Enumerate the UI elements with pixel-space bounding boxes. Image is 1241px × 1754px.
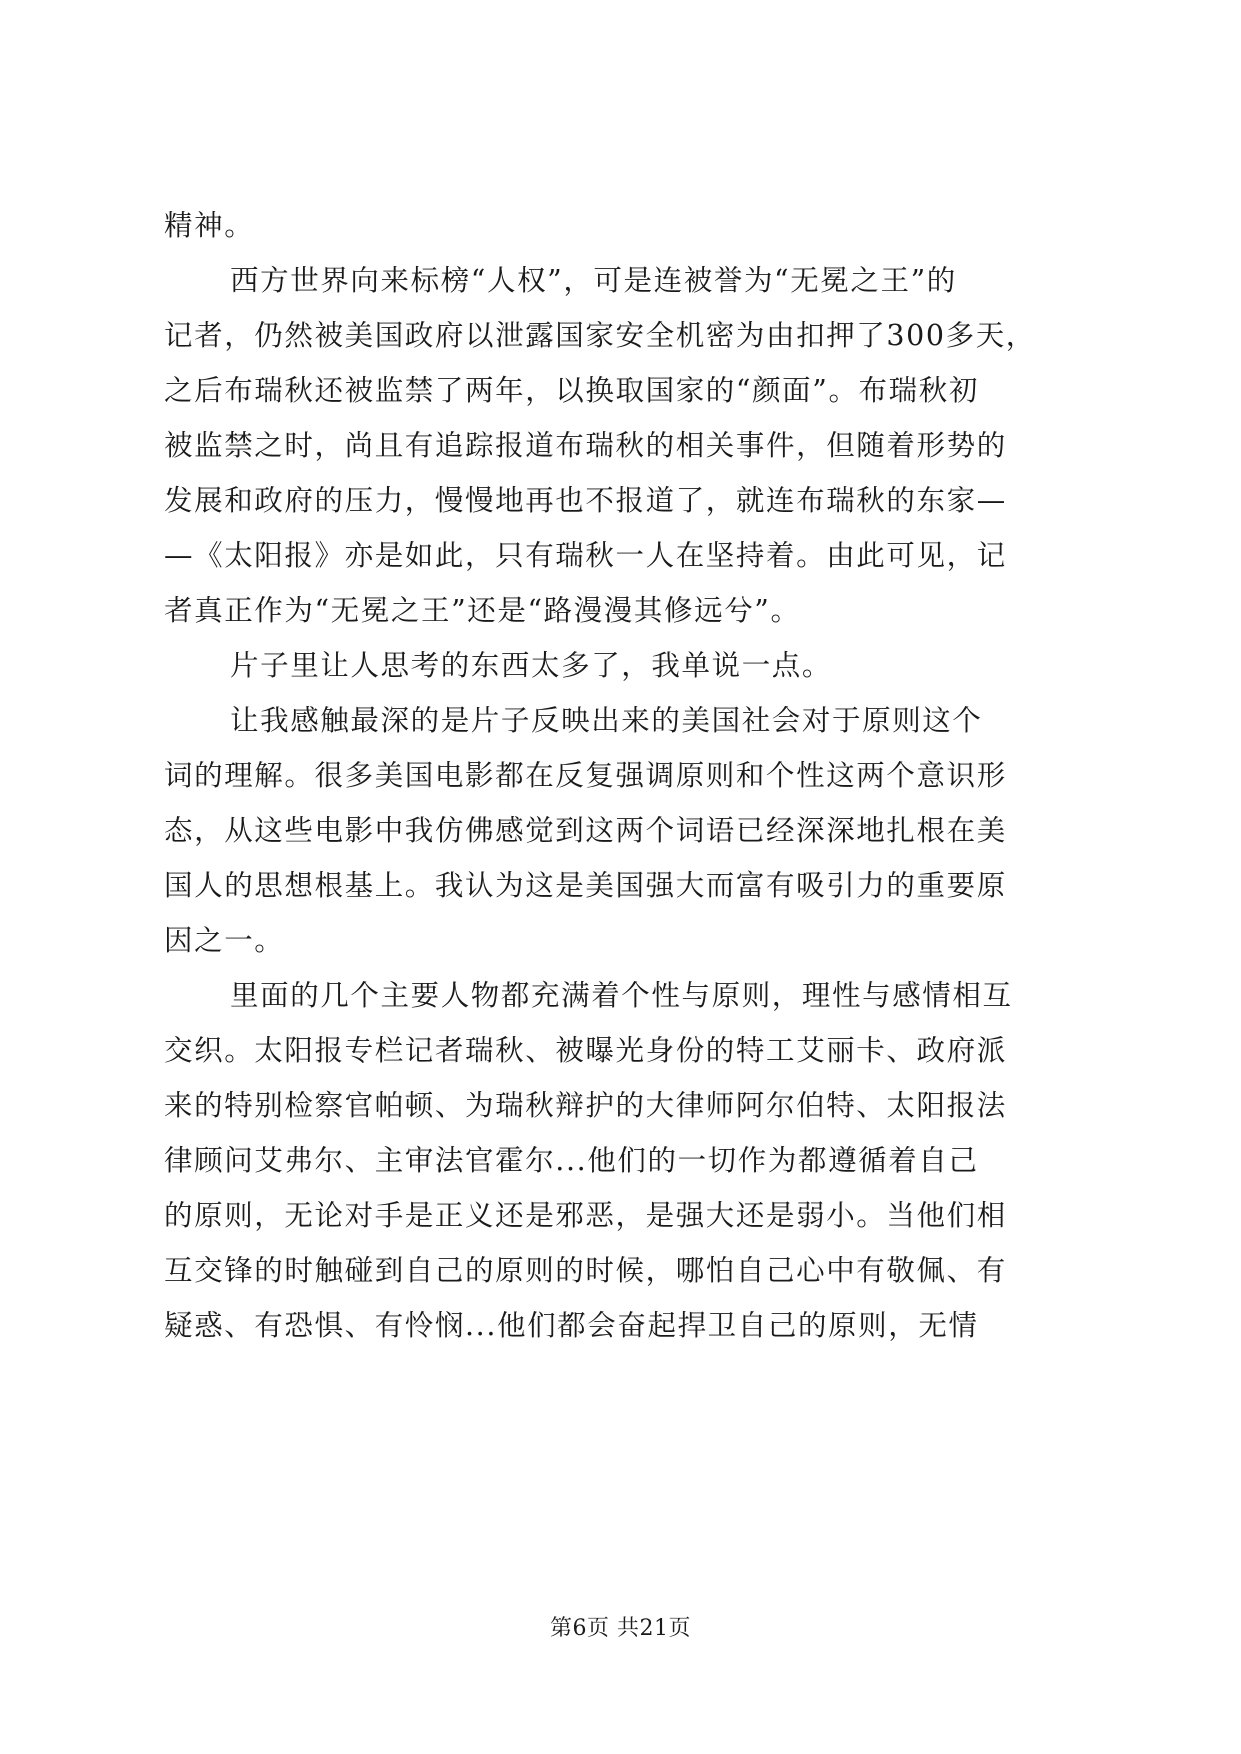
- text-line: 发展和政府的压力，慢慢地再也不报道了，就连布瑞秋的东家—: [164, 484, 1007, 517]
- text-line: 态，从这些电影中我仿佛感觉到这两个词语已经深深地扎根在美: [164, 814, 1007, 847]
- text-line: 片子里让人思考的东西太多了，我单说一点。: [230, 649, 833, 682]
- text-line: 律顾问艾弗尔、主审法官霍尔...他们的一切作为都遵循着自己: [164, 1144, 979, 1177]
- text-line: 国人的思想根基上。我认为这是美国强大而富有吸引力的重要原: [164, 869, 1007, 902]
- body-text: [164, 198, 1124, 1353]
- text-line: 里面的几个主要人物都充满着个性与原则，理性与感情相互: [230, 979, 1013, 1012]
- text-line: 让我感触最深的是片子反映出来的美国社会对于原则这个: [230, 704, 983, 737]
- text-line: 互交锋的时触碰到自己的原则的时候，哪怕自己心中有敬佩、有: [164, 1254, 1007, 1287]
- text-line: 之后布瑞秋还被监禁了两年，以换取国家的“颜面”。布瑞秋初: [164, 374, 979, 407]
- text-line: 者真正作为“无冕之王”还是“路漫漫其修远兮”。: [164, 594, 801, 627]
- text-line: 精神。: [164, 209, 255, 242]
- text-line: 词的理解。很多美国电影都在反复强调原则和个性这两个意识形: [164, 759, 1007, 792]
- text-line: 因之一。: [164, 924, 285, 957]
- text-line: 疑惑、有恐惧、有怜悯...他们都会奋起捍卫自己的原则，无情: [164, 1309, 979, 1342]
- text-line: 被监禁之时，尚且有追踪报道布瑞秋的相关事件，但随着形势的: [164, 429, 1007, 462]
- text-line: 交织。太阳报专栏记者瑞秋、被曝光身份的特工艾丽卡、政府派: [164, 1034, 1007, 1067]
- text-line: 记者，仍然被美国政府以泄露国家安全机密为由扣押了300多天，: [164, 319, 1036, 352]
- page-number-footer: 第6页 共21页: [550, 1616, 691, 1641]
- text-line: 西方世界向来标榜“人权”，可是连被誉为“无冕之王”的: [230, 264, 957, 297]
- text-line: —《太阳报》亦是如此，只有瑞秋一人在坚持着。由此可见，记: [164, 539, 1007, 572]
- text-line: 的原则，无论对手是正义还是邪恶，是强大还是弱小。当他们相: [164, 1199, 1007, 1232]
- text-line: 来的特别检察官帕顿、为瑞秋辩护的大律师阿尔伯特、太阳报法: [164, 1089, 1007, 1122]
